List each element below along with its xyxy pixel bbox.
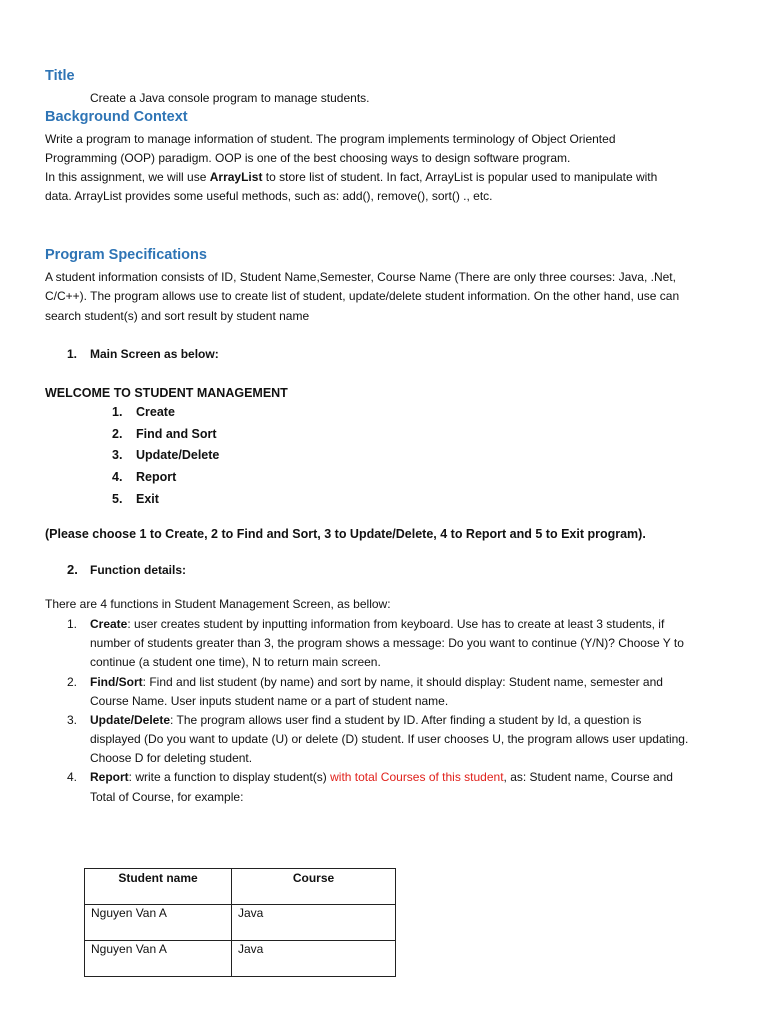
function-details-label: Function details: [90, 563, 186, 577]
background-line-3-post: to store list of student. In fact, ArrayList is popular used to manipulate with [262, 170, 658, 184]
main-screen-label: Main Screen as below: [90, 347, 219, 361]
function-report-name: Report [90, 770, 129, 784]
cell-student-name: Nguyen Van A [85, 941, 232, 977]
header-course: Course [232, 869, 396, 905]
function-find-sort-line-1: 2. Find/Sort: Find and list student (by name) and sort by name, it should display: Student name, semester and [67, 675, 663, 689]
function-update-delete-name: Update/Delete [90, 713, 171, 727]
functions-intro: There are 4 functions in Student Management Screen, as bellow: [45, 597, 391, 611]
background-line-2: Programming (OOP) paradigm. OOP is one of the best choosing ways to design software program. [45, 151, 571, 165]
background-line-4: data. ArrayList provides some useful methods, such as: add(), remove(), sort() ., etc. [45, 189, 493, 203]
background-line-3-pre: In this assignment, we will use [45, 170, 210, 184]
menu-item-exit: 5. Exit [112, 492, 159, 506]
table-header-row [85, 869, 396, 905]
function-find-sort-name: Find/Sort [90, 675, 143, 689]
total-courses-highlight: with total Courses of this student [330, 770, 504, 784]
spec-line-3: search student(s) and sort result by student name [45, 309, 310, 323]
main-screen-item [67, 347, 219, 361]
title-text: Create a Java console program to manage students. [90, 91, 370, 105]
function-create-name: Create [90, 617, 128, 631]
spec-line-2: C/C++). The program allows use to create list of student, update/delete student information. On the other hand, use can [45, 289, 680, 303]
arraylist-term: ArrayList [209, 170, 263, 184]
function-create-line-3: continue (a student one time), N to return main screen. [90, 655, 381, 669]
title-heading: Title [45, 68, 75, 84]
spec-line-1: A student information consists of ID, Student Name,Semester, Course Name (There are only three courses: Java, .Net, [45, 270, 676, 284]
background-line-3 [45, 168, 657, 188]
table-row [85, 941, 396, 977]
function-update-delete-line-2: displayed (Do you want to update (U) or delete (D) student. If user chooses U, the program allows user updating. [90, 732, 689, 746]
background-heading: Background Context [45, 109, 188, 125]
function-create-line-1: 1. Create: user creates student by inputting information from keyboard. Use has to create at least 3 students, if [67, 617, 665, 631]
function-update-delete-line-1: 3. Update/Delete: The program allows user find a student by ID. After finding a student by Id, a question is [67, 713, 642, 727]
cell-student-name: Nguyen Van A [85, 905, 232, 941]
function-find-sort-line-2: Course Name. User inputs student name or a part of student name. [90, 694, 449, 708]
report-table [84, 868, 396, 977]
menu-item-report: 4. Report [112, 470, 177, 484]
function-update-delete-line-3: Choose D for deleting student. [90, 751, 253, 765]
function-details-number: 2. [67, 562, 78, 577]
menu-item-find-sort: 2. Find and Sort [112, 427, 217, 441]
menu-item-create: 1. Create [112, 405, 175, 419]
function-report-line-2: Total of Course, for example: [90, 790, 244, 804]
function-create-line-2: number of students greater than 3, the program shows a message: Do you want to continue (Y/N)? Choose Y to [90, 636, 684, 650]
function-details-item [67, 562, 186, 577]
choose-note: (Please choose 1 to Create, 2 to Find and Sort, 3 to Update/Delete, 4 to Report and 5 to Exit program). [45, 527, 646, 541]
function-report-line-1: 4. Report: write a function to display student(s) with total Courses of this student, as: Student name, Course and [67, 770, 673, 784]
cell-course: Java [232, 905, 396, 941]
cell-course: Java [232, 941, 396, 977]
table-row [85, 905, 396, 941]
menu-item-update-delete: 3. Update/Delete [112, 448, 220, 462]
welcome-text: WELCOME TO STUDENT MANAGEMENT [45, 386, 288, 400]
header-student-name: Student name [85, 869, 232, 905]
main-screen-number: 1. [67, 347, 78, 361]
spec-heading: Program Specifications [45, 247, 207, 263]
background-line-1: Write a program to manage information of student. The program implements terminology of Object Oriented [45, 132, 616, 146]
